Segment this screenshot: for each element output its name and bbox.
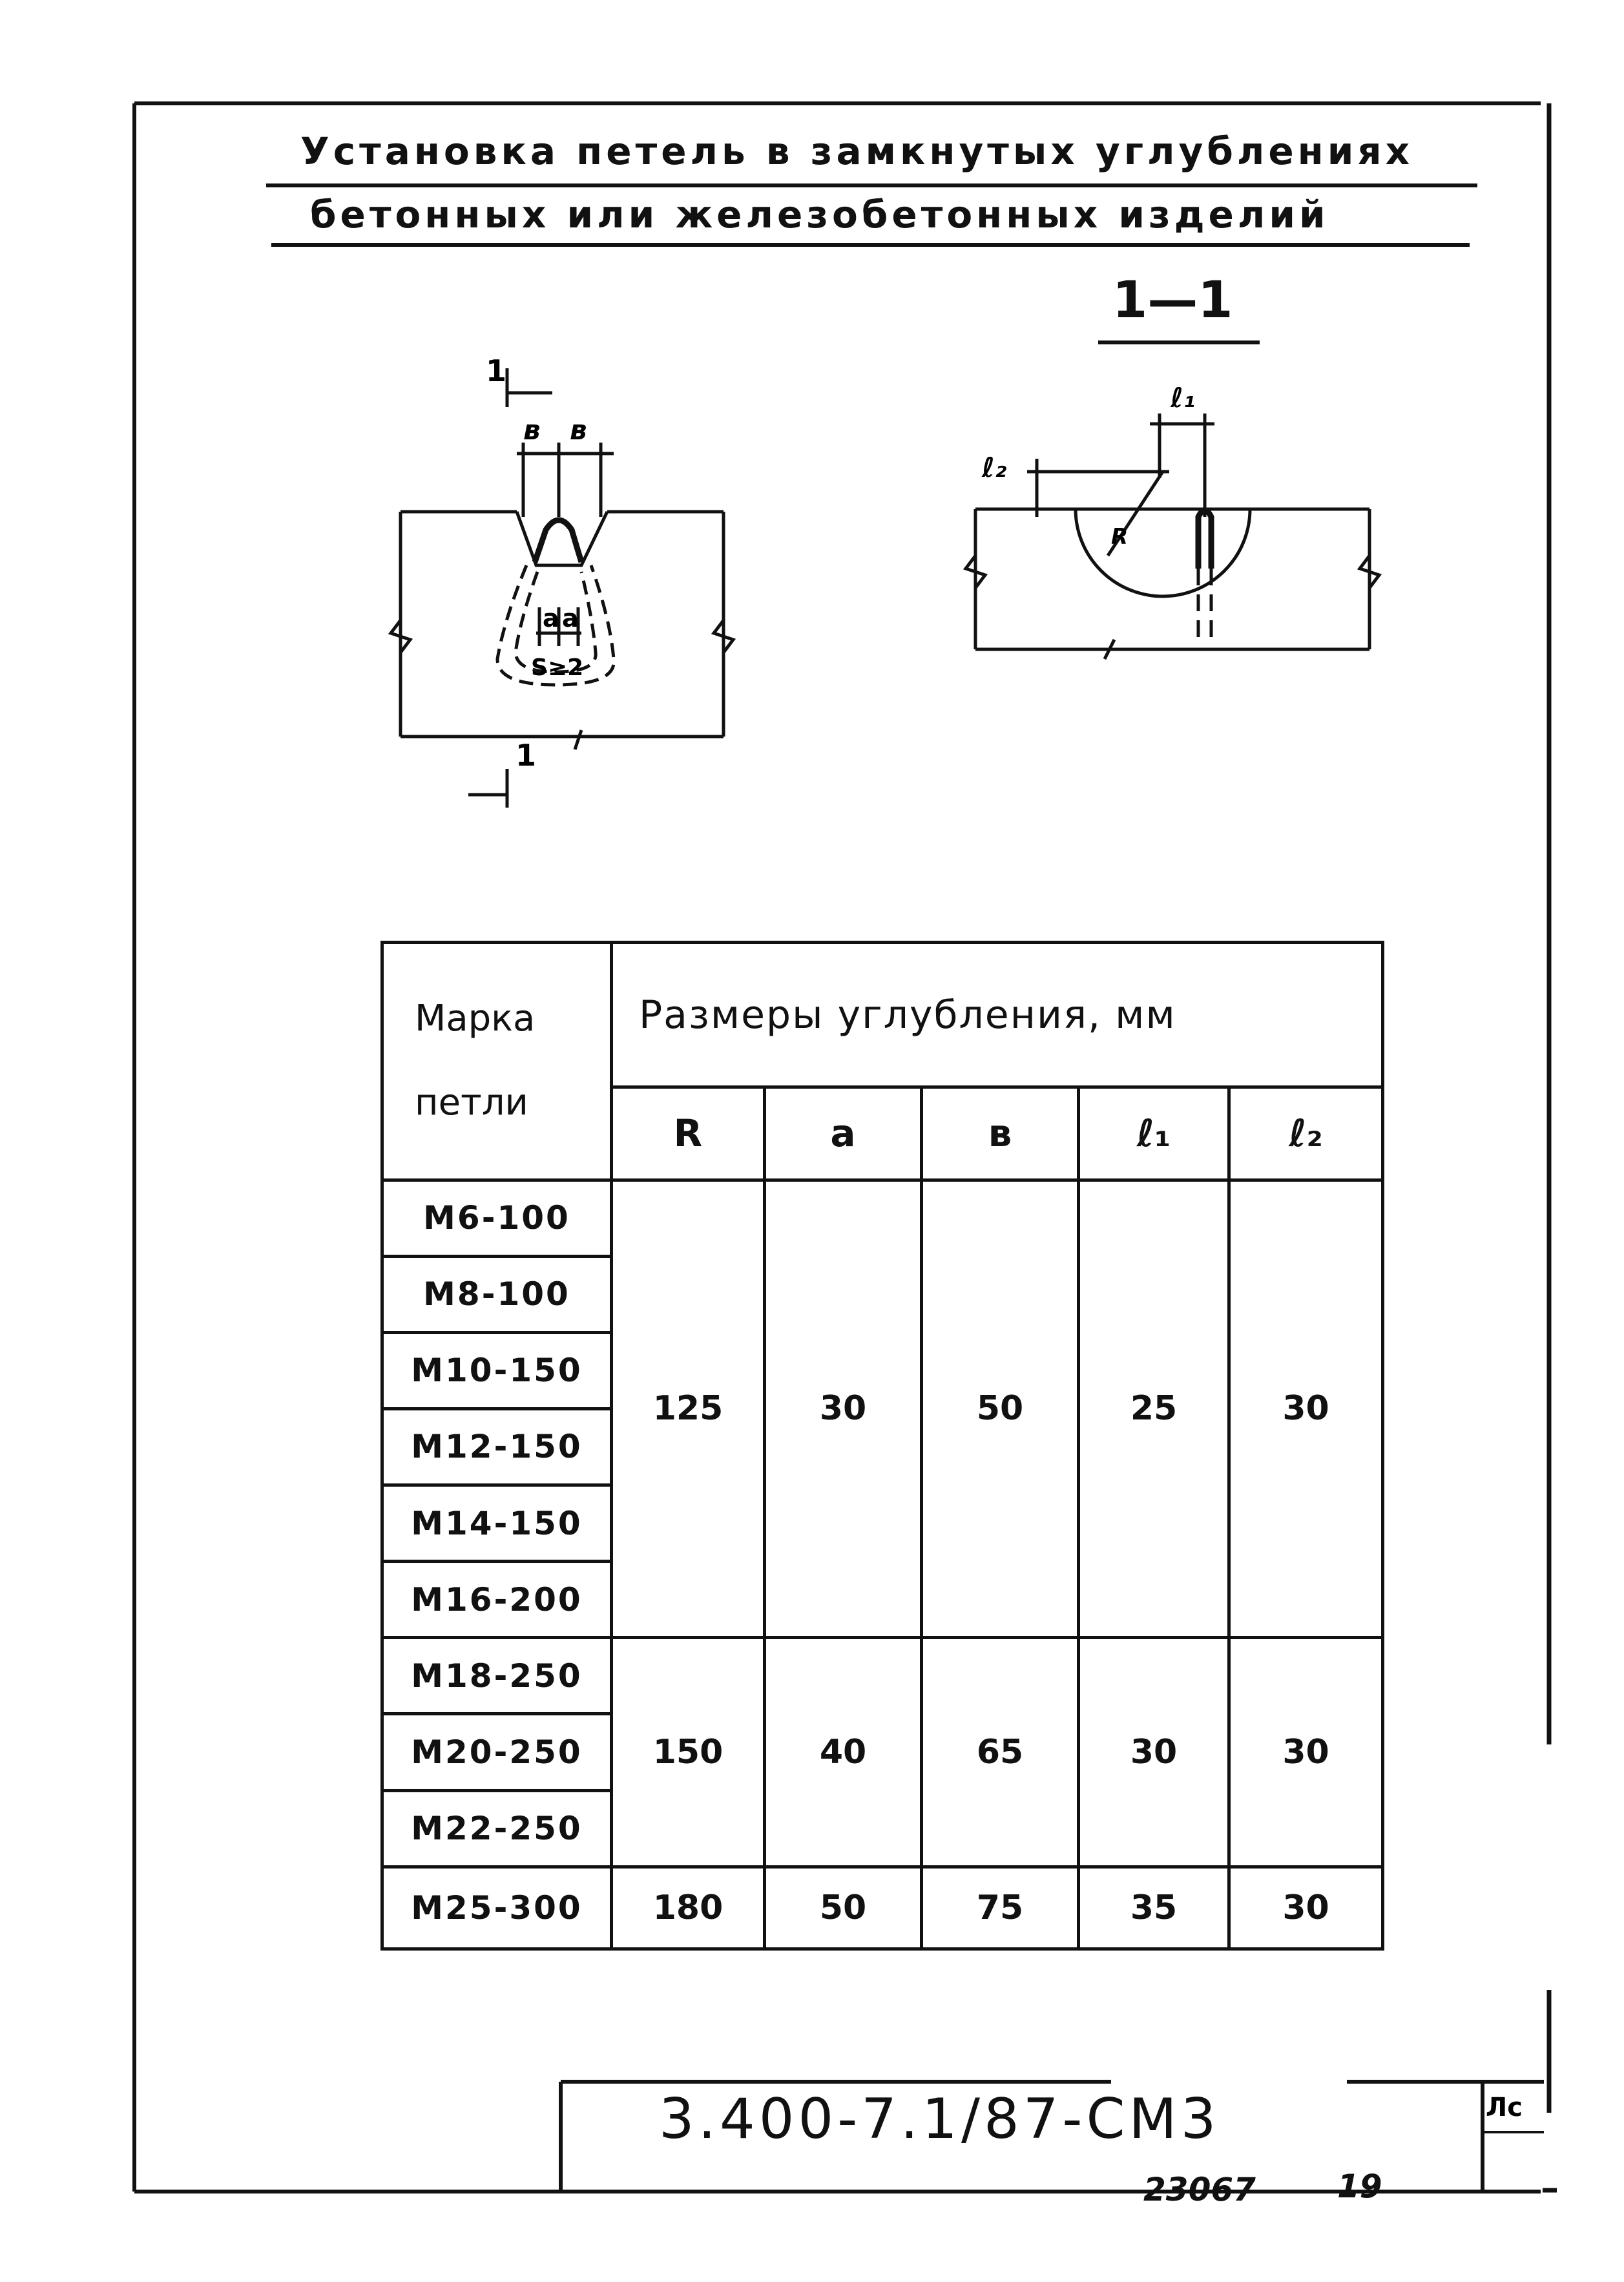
dim-a-right: a — [562, 604, 579, 633]
dim-a-left: a — [543, 604, 559, 633]
mark-cell: М16-200 — [382, 1562, 612, 1638]
header-col-r: R — [612, 1087, 765, 1180]
value-cell: 30 — [1229, 1180, 1383, 1638]
header-col-l1: ℓ₁ — [1079, 1087, 1229, 1180]
mark-cell: М25-300 — [382, 1867, 612, 1949]
value-cell: 35 — [1079, 1867, 1229, 1949]
value-cell: 65 — [922, 1638, 1079, 1867]
title-rule-2 — [271, 243, 1470, 247]
sheet-number: 19 — [1337, 2168, 1382, 2205]
section-label-rule — [1098, 340, 1260, 344]
table-row — [382, 1180, 1383, 1256]
dim-b-left: в — [523, 414, 541, 446]
title-line-2: бетонных или железобетонных изделий — [310, 193, 1329, 236]
section-label: 1—1 — [1112, 271, 1233, 330]
value-cell: 30 — [1229, 1867, 1383, 1949]
value-cell: 40 — [765, 1638, 922, 1867]
mark-cell: М18-250 — [382, 1638, 612, 1714]
header-col-b: в — [922, 1087, 1079, 1180]
mark-cell: М8-100 — [382, 1256, 612, 1332]
value-cell: 50 — [922, 1180, 1079, 1638]
value-cell: 30 — [1229, 1638, 1383, 1867]
document-code: 3.400-7.1/87-СМ3 — [659, 2087, 1220, 2151]
header-col-a: a — [765, 1087, 922, 1180]
dim-b-right: в — [570, 414, 587, 446]
sheet-field-mark: Лс — [1486, 2093, 1523, 2122]
table-row — [382, 1867, 1383, 1949]
header-col-l2: ℓ₂ — [1229, 1087, 1383, 1180]
archive-number: 23067 — [1143, 2171, 1256, 2208]
mark-cell: М12-150 — [382, 1408, 612, 1485]
dim-s: S≥2 — [531, 654, 584, 681]
mark-cell: М10-150 — [382, 1332, 612, 1408]
value-cell: 180 — [612, 1867, 765, 1949]
dim-l1: ℓ₁ — [1171, 382, 1196, 413]
table-row — [382, 1638, 1383, 1714]
value-cell: 125 — [612, 1180, 765, 1638]
value-cell: 25 — [1079, 1180, 1229, 1638]
value-cell: 30 — [1079, 1638, 1229, 1867]
cut-mark-bottom: 1 — [515, 738, 537, 773]
mark-cell: М14-150 — [382, 1485, 612, 1562]
value-cell: 50 — [765, 1867, 922, 1949]
title-rule-1 — [266, 183, 1477, 187]
header-mark: Марка петли — [382, 943, 612, 1180]
spec-table — [380, 941, 1384, 1951]
value-cell: 150 — [612, 1638, 765, 1867]
dim-l2: ℓ₂ — [982, 452, 1007, 483]
mark-cell: М6-100 — [382, 1180, 612, 1256]
mark-cell: М20-250 — [382, 1714, 612, 1790]
plan-drawing — [388, 349, 749, 827]
mark-cell: М22-250 — [382, 1790, 612, 1867]
title-line-1: Установка петель в замкнутых углублениях — [300, 129, 1414, 173]
header-group: Размеры углубления, мм — [612, 943, 1383, 1087]
section-drawing — [963, 362, 1402, 665]
dim-r: R — [1111, 524, 1129, 550]
cut-mark-top: 1 — [486, 353, 507, 388]
table-header-row — [382, 943, 1383, 1087]
value-cell: 75 — [922, 1867, 1079, 1949]
value-cell: 30 — [765, 1180, 922, 1638]
